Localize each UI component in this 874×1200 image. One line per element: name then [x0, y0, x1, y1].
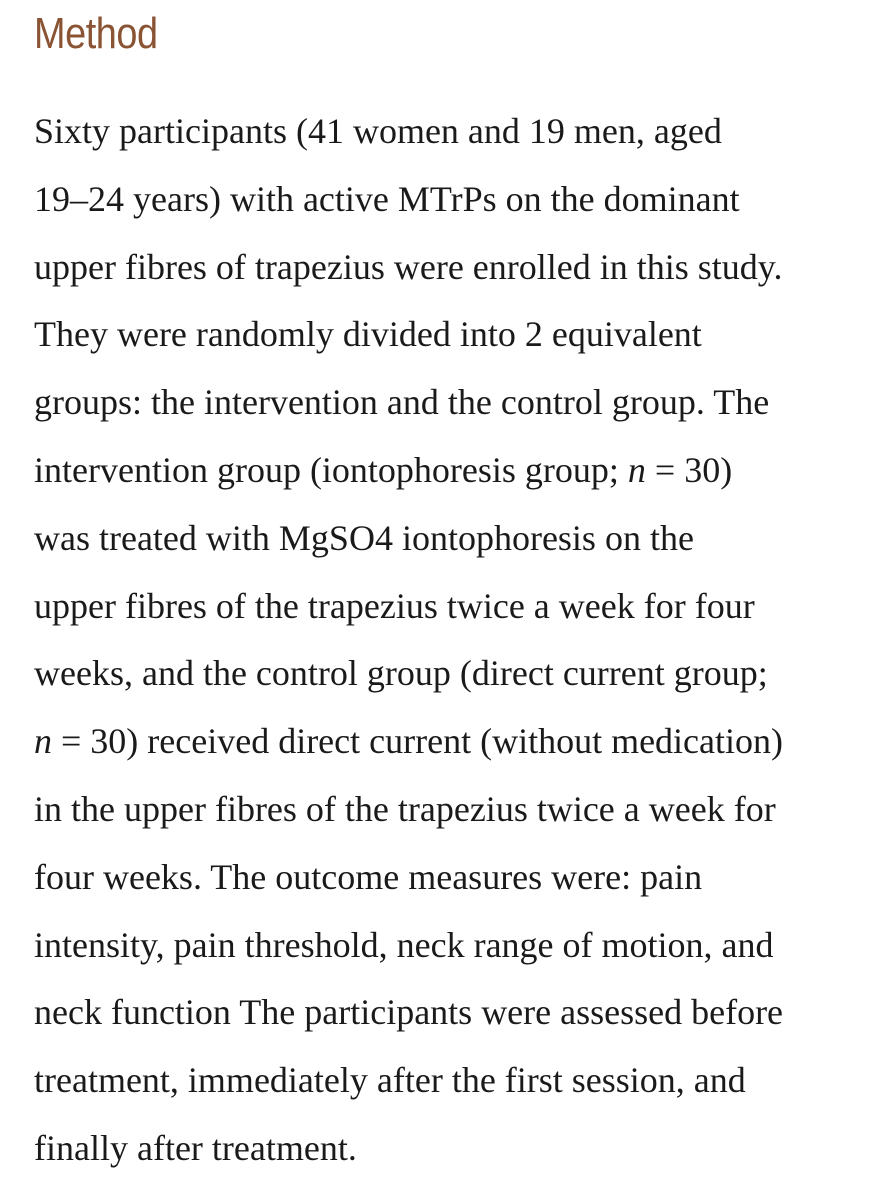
paragraph-line: was treated with MgSO4 iontophoresis on the	[34, 517, 694, 558]
paragraph-line: in the upper fibres of the trapezius twice a week for	[34, 788, 776, 829]
line-text: intervention group (iontophoresis group;	[34, 449, 628, 490]
section-heading: Method	[34, 9, 158, 58]
paragraph-line	[34, 708, 854, 776]
line-text: = 30) received direct current (without medication)	[52, 721, 784, 762]
sample-size-symbol: n	[34, 721, 52, 762]
sample-size-symbol: n	[627, 449, 646, 490]
method-paragraph	[34, 98, 854, 1183]
paragraph-line	[34, 437, 854, 505]
paragraph-line: finally after treatment.	[34, 1127, 357, 1168]
paragraph-line: intensity, pain threshold, neck range of motion, and	[34, 924, 774, 965]
paragraph-line: Sixty participants (41 women and 19 men, aged	[34, 111, 722, 151]
paragraph-line: upper fibres of the trapezius twice a week for four	[34, 585, 755, 626]
paragraph-line: upper fibres of trapezius were enrolled in this study.	[34, 246, 783, 287]
paragraph-line: They were randomly divided into 2 equivalent	[34, 314, 702, 355]
paragraph-line: 19–24 years) with active MTrPs on the dominant	[34, 178, 740, 219]
paragraph-line: groups: the intervention and the control group. The	[34, 382, 770, 423]
paragraph-line: four weeks. The outcome measures were: pain	[34, 856, 703, 897]
paragraph-line: neck function The participants were assessed before	[34, 992, 784, 1033]
line-text: = 30)	[645, 449, 733, 490]
paragraph-line: treatment, immediately after the first session, and	[34, 1060, 746, 1101]
paragraph-line: weeks, and the control group (direct current group;	[34, 653, 768, 694]
